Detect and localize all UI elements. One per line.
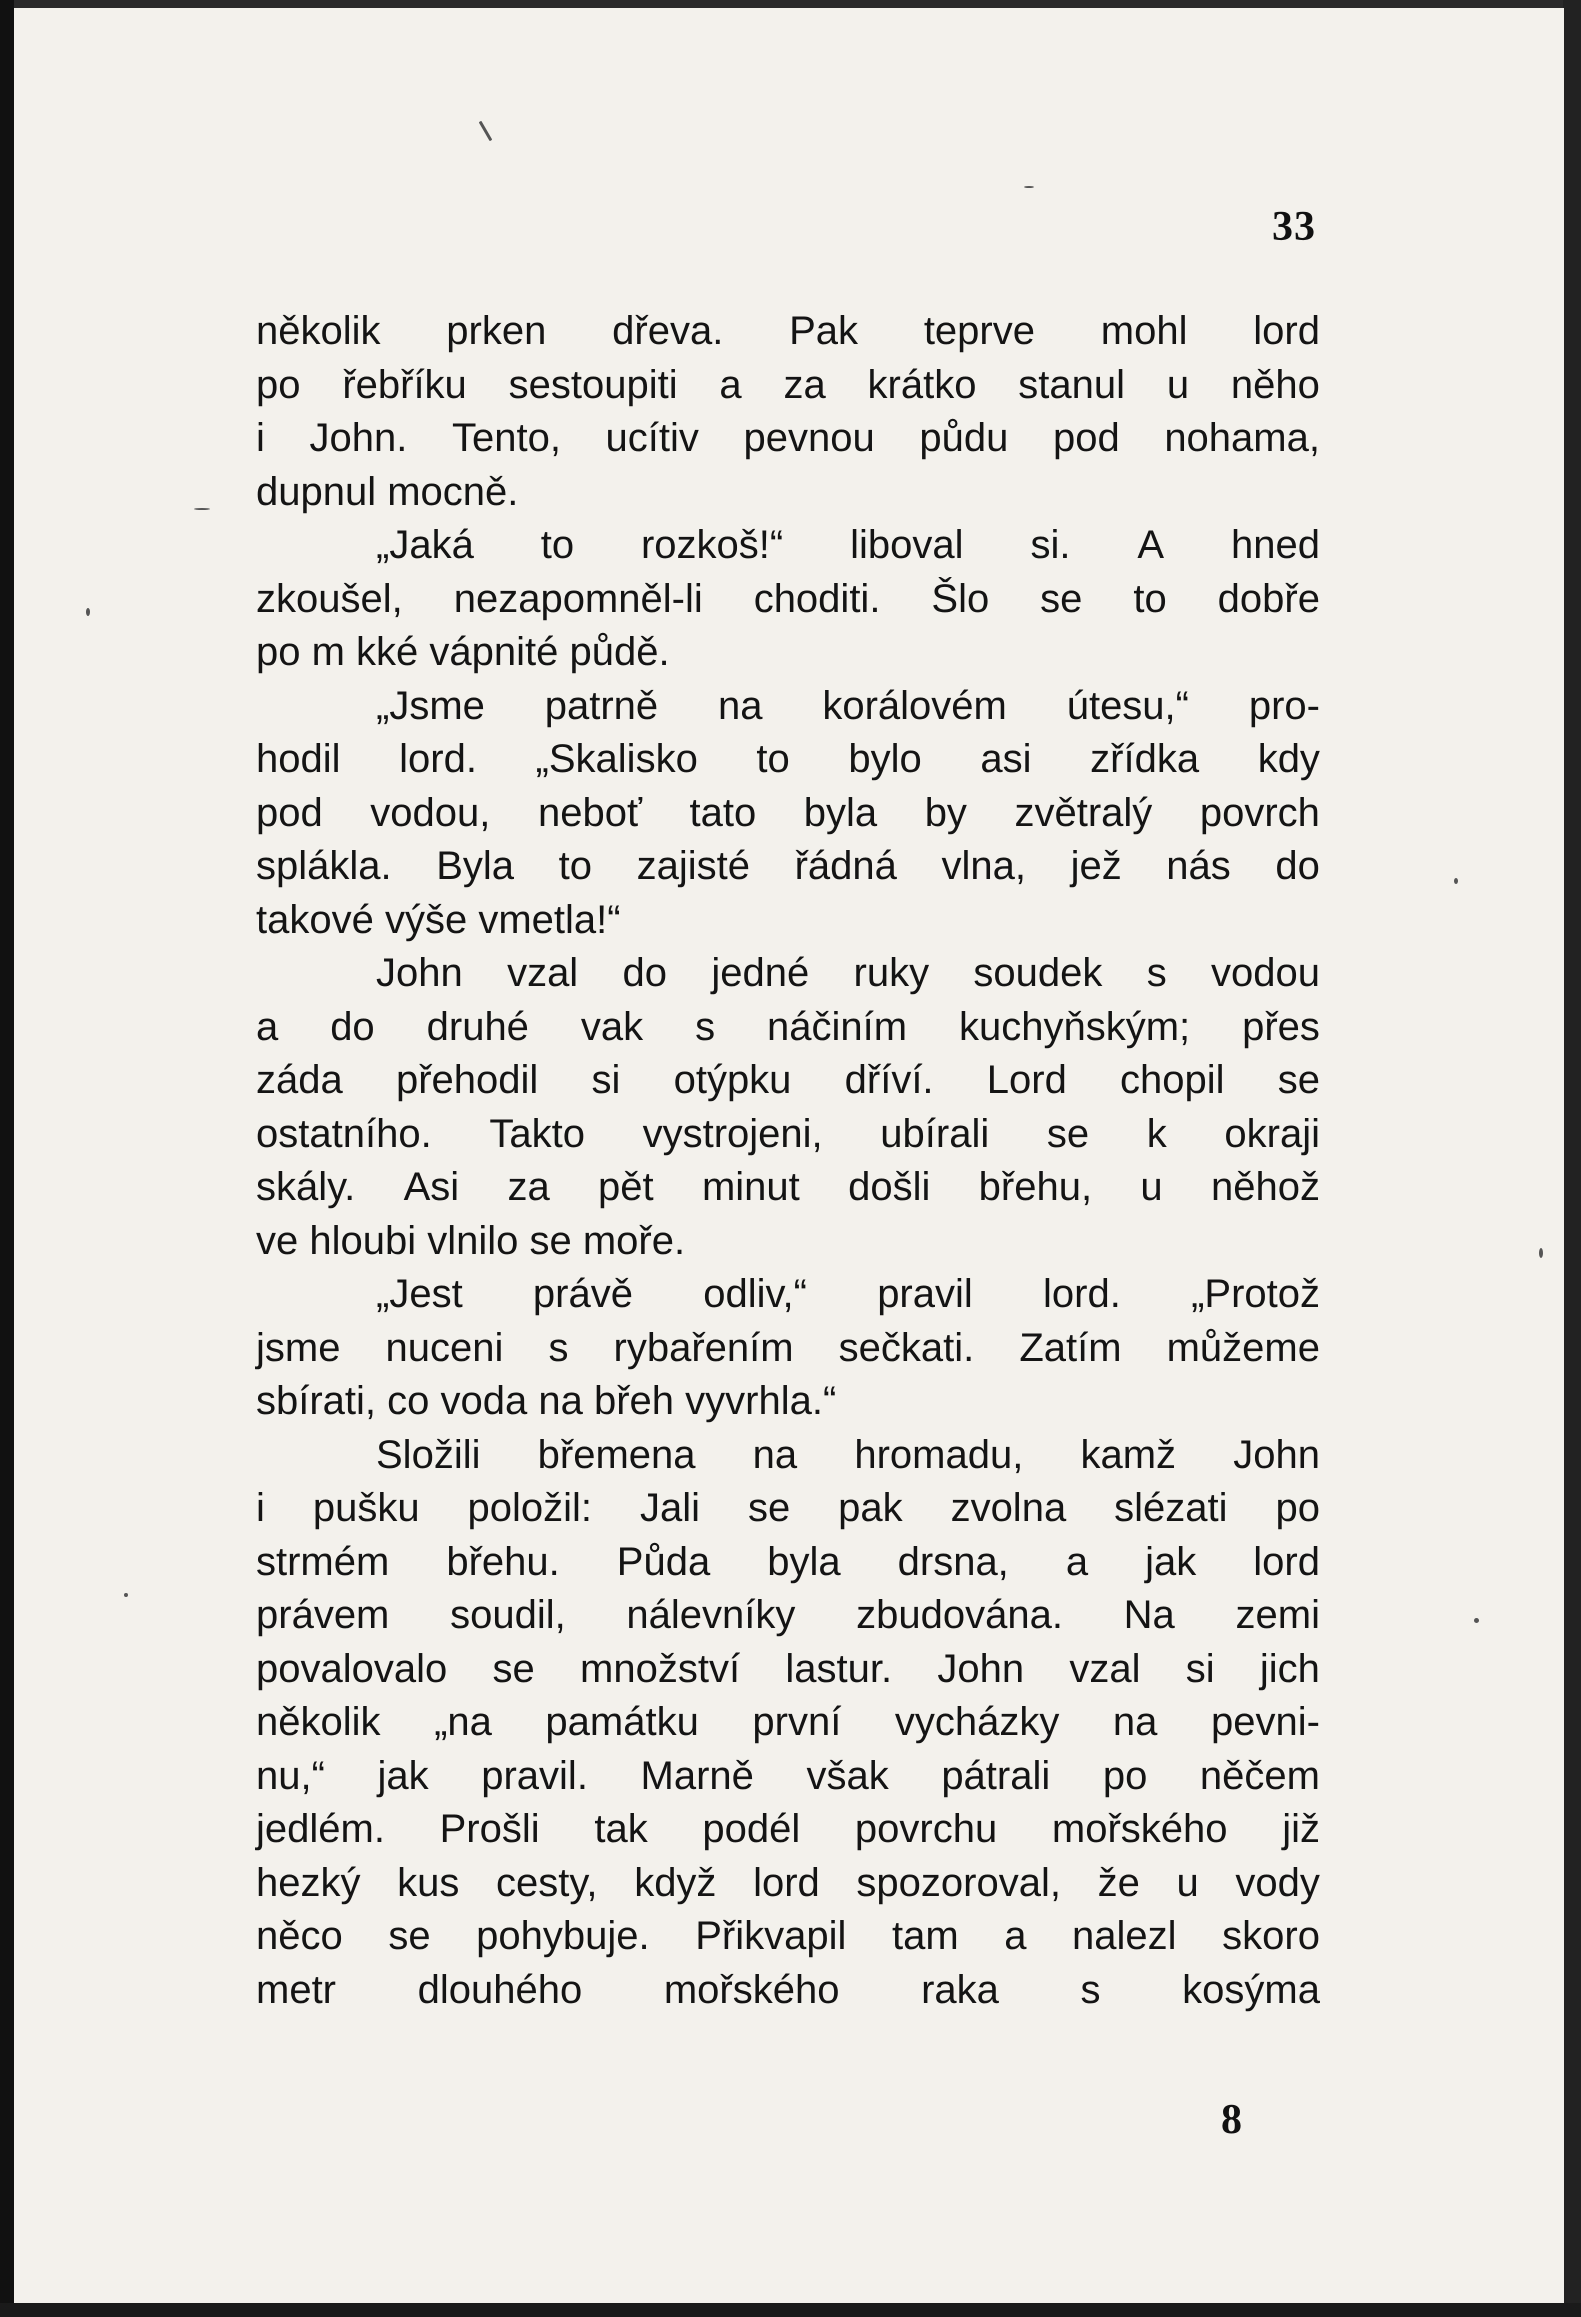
scan-speck — [86, 608, 90, 616]
scan-speck — [1454, 878, 1458, 884]
text-line: jedlém. Prošli tak podél povrchu mořského již — [256, 1807, 1320, 1851]
text-line: i John. Tento, ucítiv pevnou půdu pod nohama, — [256, 416, 1320, 460]
scan-speck — [124, 1593, 128, 1597]
text-line: nu,“ jak pravil. Marně však pátrali po něčem — [256, 1753, 1320, 1798]
scan-border-top — [0, 0, 1581, 8]
text-line: něco se pohybuje. Přikvapil tam a nalezl skoro — [256, 1914, 1320, 1958]
text-line: spláklа. Byla to zajisté řádná vlna, jež nás do — [256, 844, 1320, 888]
text-line: John vzal do jedné ruky soudek s vodou — [376, 951, 1320, 995]
scan-speck — [1474, 1618, 1479, 1623]
text-line: „Jaká to rozkoš!“ liboval si. A hned — [376, 523, 1320, 567]
page-number: 33 — [1272, 204, 1316, 250]
text-line: metr dlouhého mořského raka s kosýma — [256, 1967, 1320, 2012]
text-line: právem soudil, nálevníky zbudována. Na zemi — [256, 1593, 1320, 1637]
text-line: po řebříku sestoupiti a za krátko stanul u něho — [256, 362, 1320, 407]
text-line: hezký kus cesty, když lord spozoroval, že u vody — [256, 1860, 1320, 1905]
text-line: takové výše vmetla!“ — [256, 897, 621, 942]
text-line: ostatního. Takto vystrojeni, ubírali se k okraji — [256, 1111, 1320, 1156]
text-line: ve hloubi vlnilo se moře. — [256, 1218, 686, 1263]
text-line: „Jest právě odliv,“ pravil lord. „Protož — [376, 1272, 1320, 1316]
text-line: Složili břemena na hromadu, kamž John — [376, 1432, 1320, 1477]
text-line: hodil lord. „Skalisko to bylo asi zřídka kdy — [256, 737, 1320, 781]
text-line: sbírati, co voda na břeh vyvrhla.“ — [256, 1379, 837, 1423]
scan-border-right — [1563, 0, 1581, 2317]
scan-border-bottom — [0, 2303, 1581, 2317]
scan-speck — [1024, 186, 1034, 188]
text-line: „Jsme patrně na korálovém útesu,“ pro- — [376, 683, 1320, 728]
text-line: skály. Asi za pět minut došli břehu, u něhož — [256, 1165, 1320, 1209]
body-text — [256, 305, 1320, 2017]
text-line: několik prken dřeva. Pak teprve mohl lord — [256, 309, 1320, 353]
text-line: záda přehodil si otýpku dříví. Lord chopil se — [256, 1058, 1320, 1102]
text-line: pod vodou, neboť tato byla by zvětralý povrch — [256, 790, 1320, 835]
scan-speck — [1539, 1248, 1543, 1258]
text-line: povalovalo se množství lastur. John vzal si jich — [256, 1646, 1320, 1691]
text-line: několik „na památku první vycházky na pevni- — [256, 1700, 1320, 1744]
text-line: strmém břehu. Půda byla drsna, a jak lord — [256, 1539, 1320, 1584]
text-line: jsme nuceni s rybařením sečkati. Zatím můžeme — [256, 1325, 1320, 1370]
scan-speck — [479, 121, 493, 142]
text-line: dupnul mocně. — [256, 469, 519, 514]
text-line: zkoušel, nezapomněl-li choditi. Šlo se to dobře — [256, 576, 1320, 621]
text-line: i pušku položil: Jali se pak zvolna slézati po — [256, 1486, 1320, 1530]
text-line: a do druhé vak s náčiním kuchyňským; přes — [256, 1004, 1320, 1049]
signature-mark: 8 — [1221, 2097, 1242, 2143]
text-line: po m kké vápnité půdě. — [256, 630, 670, 674]
scan-border-left — [0, 0, 14, 2317]
scan-speck — [194, 508, 210, 510]
